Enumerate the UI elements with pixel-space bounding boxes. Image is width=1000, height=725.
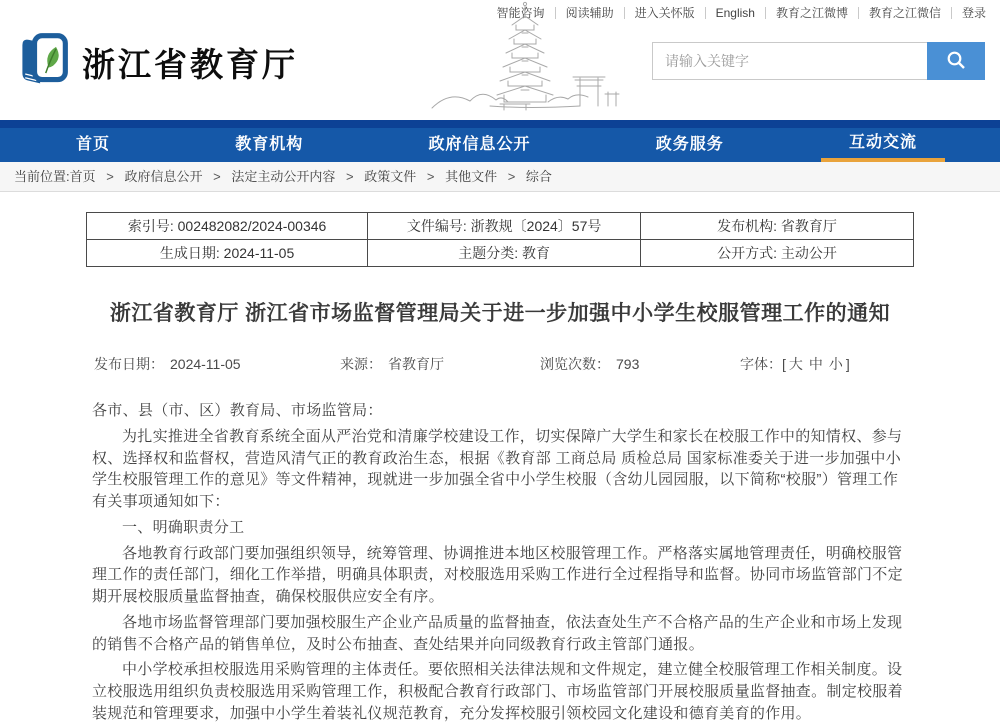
publish-date-value: 2024-11-05 — [170, 356, 241, 372]
site-logo[interactable] — [14, 30, 298, 95]
publish-date — [94, 354, 340, 374]
article-meta — [86, 354, 914, 374]
search-icon — [945, 49, 967, 74]
site-header — [0, 0, 1000, 120]
article-paragraph: 中小学校承担校服选用采购管理的主体责任。要依照相关法律法规和文件规定，建立健全校服管理工作相关制度。设立校服选用组织负责校服选用采购管理工作，积极配合教育行政部门、市场监管部门开展校服质量监督抽查。制定校服着装规范和管理要求，加强中小学生着装礼仪规范教育，充分发挥校服引领校园文化建设和德育美育的作用。 — [92, 661, 903, 722]
view-count-label: 浏览次数： — [540, 356, 610, 372]
publish-date-label: 发布日期： — [94, 356, 164, 372]
font-size-bracket: ] — [845, 356, 850, 372]
article-title: 浙江省教育厅 浙江省市场监督管理局关于进一步加强中小学生校服管理工作的通知 — [109, 302, 891, 325]
article-paragraph: 为扎实推进全省教育系统全面从严治党和清廉学校建设工作，切实保障广大学生和家长在校服工作中的知情权、参与权、选择权和监督权，营造风清气正的教育政治生态，根据《教育部 工商总局 质检总局 国家标准委关于进一步加强中小学生校服管理工作的意见》等文件精神，现就进一步加强全省中小学生校服（含幼儿园园服，以下简称“校服”）管理工作有关事项通知如下： — [92, 427, 903, 510]
doc-info-row — [87, 213, 914, 240]
article-page — [86, 192, 914, 725]
book-leaf-logo-icon — [14, 30, 70, 95]
font-size-bracket: [ — [782, 356, 786, 372]
search-input[interactable] — [652, 42, 927, 80]
nav-gov-info-disclosure[interactable]: 政府信息公开 — [428, 136, 531, 153]
crumb-policy-documents[interactable]: 政策文件 — [364, 169, 417, 184]
font-size-medium-button[interactable]: 中 — [808, 356, 823, 372]
doc-issuing-agency: 发布机构: 省教育厅 — [641, 213, 914, 240]
doc-disclosure-method: 公开方式: 主动公开 — [641, 240, 914, 267]
doc-index-number: 索引号: 002482082/2024-00346 — [87, 213, 368, 240]
nav-gov-services[interactable]: 政务服务 — [655, 136, 724, 153]
pagoda-sketch — [430, 0, 635, 116]
breadcrumb-separator: > — [507, 169, 516, 184]
font-size-control — [740, 354, 850, 374]
breadcrumb-prefix: 当前位置: — [14, 169, 70, 184]
doc-subject-category: 主题分类: 教育 — [368, 240, 641, 267]
source-value: 省教育厅 — [388, 356, 444, 372]
article-paragraph: 各地教育行政部门要加强组织领导，统筹管理、协调推进本地区校服管理工作。严格落实属地管理责任，明确校服管理工作的责任部门，细化工作举措，明确具体职责，对校服选用采购工作进行全过程指导和监督。协同市场监管部门不定期开展校服质量监督抽查，确保校服供应安全有序。 — [92, 544, 903, 605]
nav-home[interactable]: 首页 — [76, 136, 111, 153]
font-size-label: 字体： — [740, 356, 782, 372]
breadcrumb-separator: > — [345, 169, 354, 184]
utility-link-care-version[interactable]: 进入关怀版 — [625, 7, 706, 19]
font-size-large-button[interactable]: 大 — [788, 356, 803, 372]
utility-link-wechat[interactable]: 教育之江微信 — [859, 7, 952, 19]
utility-link-login[interactable]: 登录 — [961, 6, 986, 20]
article-paragraph: 各地市场监督管理部门要加强校服生产企业产品质量的监督抽查，依法查处生产不合格产品的生产企业和市场上发现的销售不合格产品的销售单位，及时公布抽查、查处结果并向同级教育行政主管部门通报。 — [92, 613, 903, 653]
source — [340, 354, 540, 374]
doc-created-date: 生成日期: 2024-11-05 — [87, 240, 368, 267]
crumb-other-documents[interactable]: 其他文件 — [445, 169, 498, 184]
utility-link-english[interactable]: English — [706, 7, 766, 19]
nav-top-strip — [0, 120, 1000, 128]
crumb-statutory-disclosure[interactable]: 法定主动公开内容 — [231, 169, 336, 184]
view-count — [540, 354, 740, 374]
crumb-gov-info[interactable]: 政府信息公开 — [124, 169, 203, 184]
nav-institutions[interactable]: 教育机构 — [235, 136, 304, 153]
site-title: 浙江省教育厅 — [82, 45, 298, 84]
utility-link-reading-assist[interactable]: 阅读辅助 — [556, 7, 625, 19]
utility-link-smart-consult[interactable]: 智能咨询 — [487, 7, 556, 19]
font-size-small-button[interactable]: 小 — [828, 356, 843, 372]
search-button[interactable] — [927, 42, 985, 80]
article-paragraph: 一、明确职责分工 — [122, 518, 245, 536]
breadcrumb-separator: > — [213, 169, 221, 184]
article-paragraph: 各市、县（市、区）教育局、市场监管局： — [92, 402, 383, 419]
breadcrumb — [0, 162, 1000, 192]
source-label: 来源： — [340, 356, 382, 372]
doc-info-table — [86, 212, 914, 267]
crumb-home[interactable]: 首页 — [69, 169, 96, 184]
crumb-general[interactable]: 综合 — [525, 169, 552, 184]
nav-interaction[interactable]: 互动交流 — [821, 128, 945, 162]
breadcrumb-separator: > — [106, 169, 114, 184]
breadcrumb-separator: > — [426, 169, 435, 184]
utility-link-weibo[interactable]: 教育之江微博 — [766, 7, 859, 19]
article-body — [86, 400, 914, 725]
doc-file-number: 文件编号: 浙教规〔2024〕57号 — [368, 213, 641, 240]
view-count-value: 793 — [616, 356, 640, 372]
doc-info-row — [87, 240, 914, 267]
main-nav — [0, 128, 1000, 162]
site-search — [652, 42, 985, 80]
